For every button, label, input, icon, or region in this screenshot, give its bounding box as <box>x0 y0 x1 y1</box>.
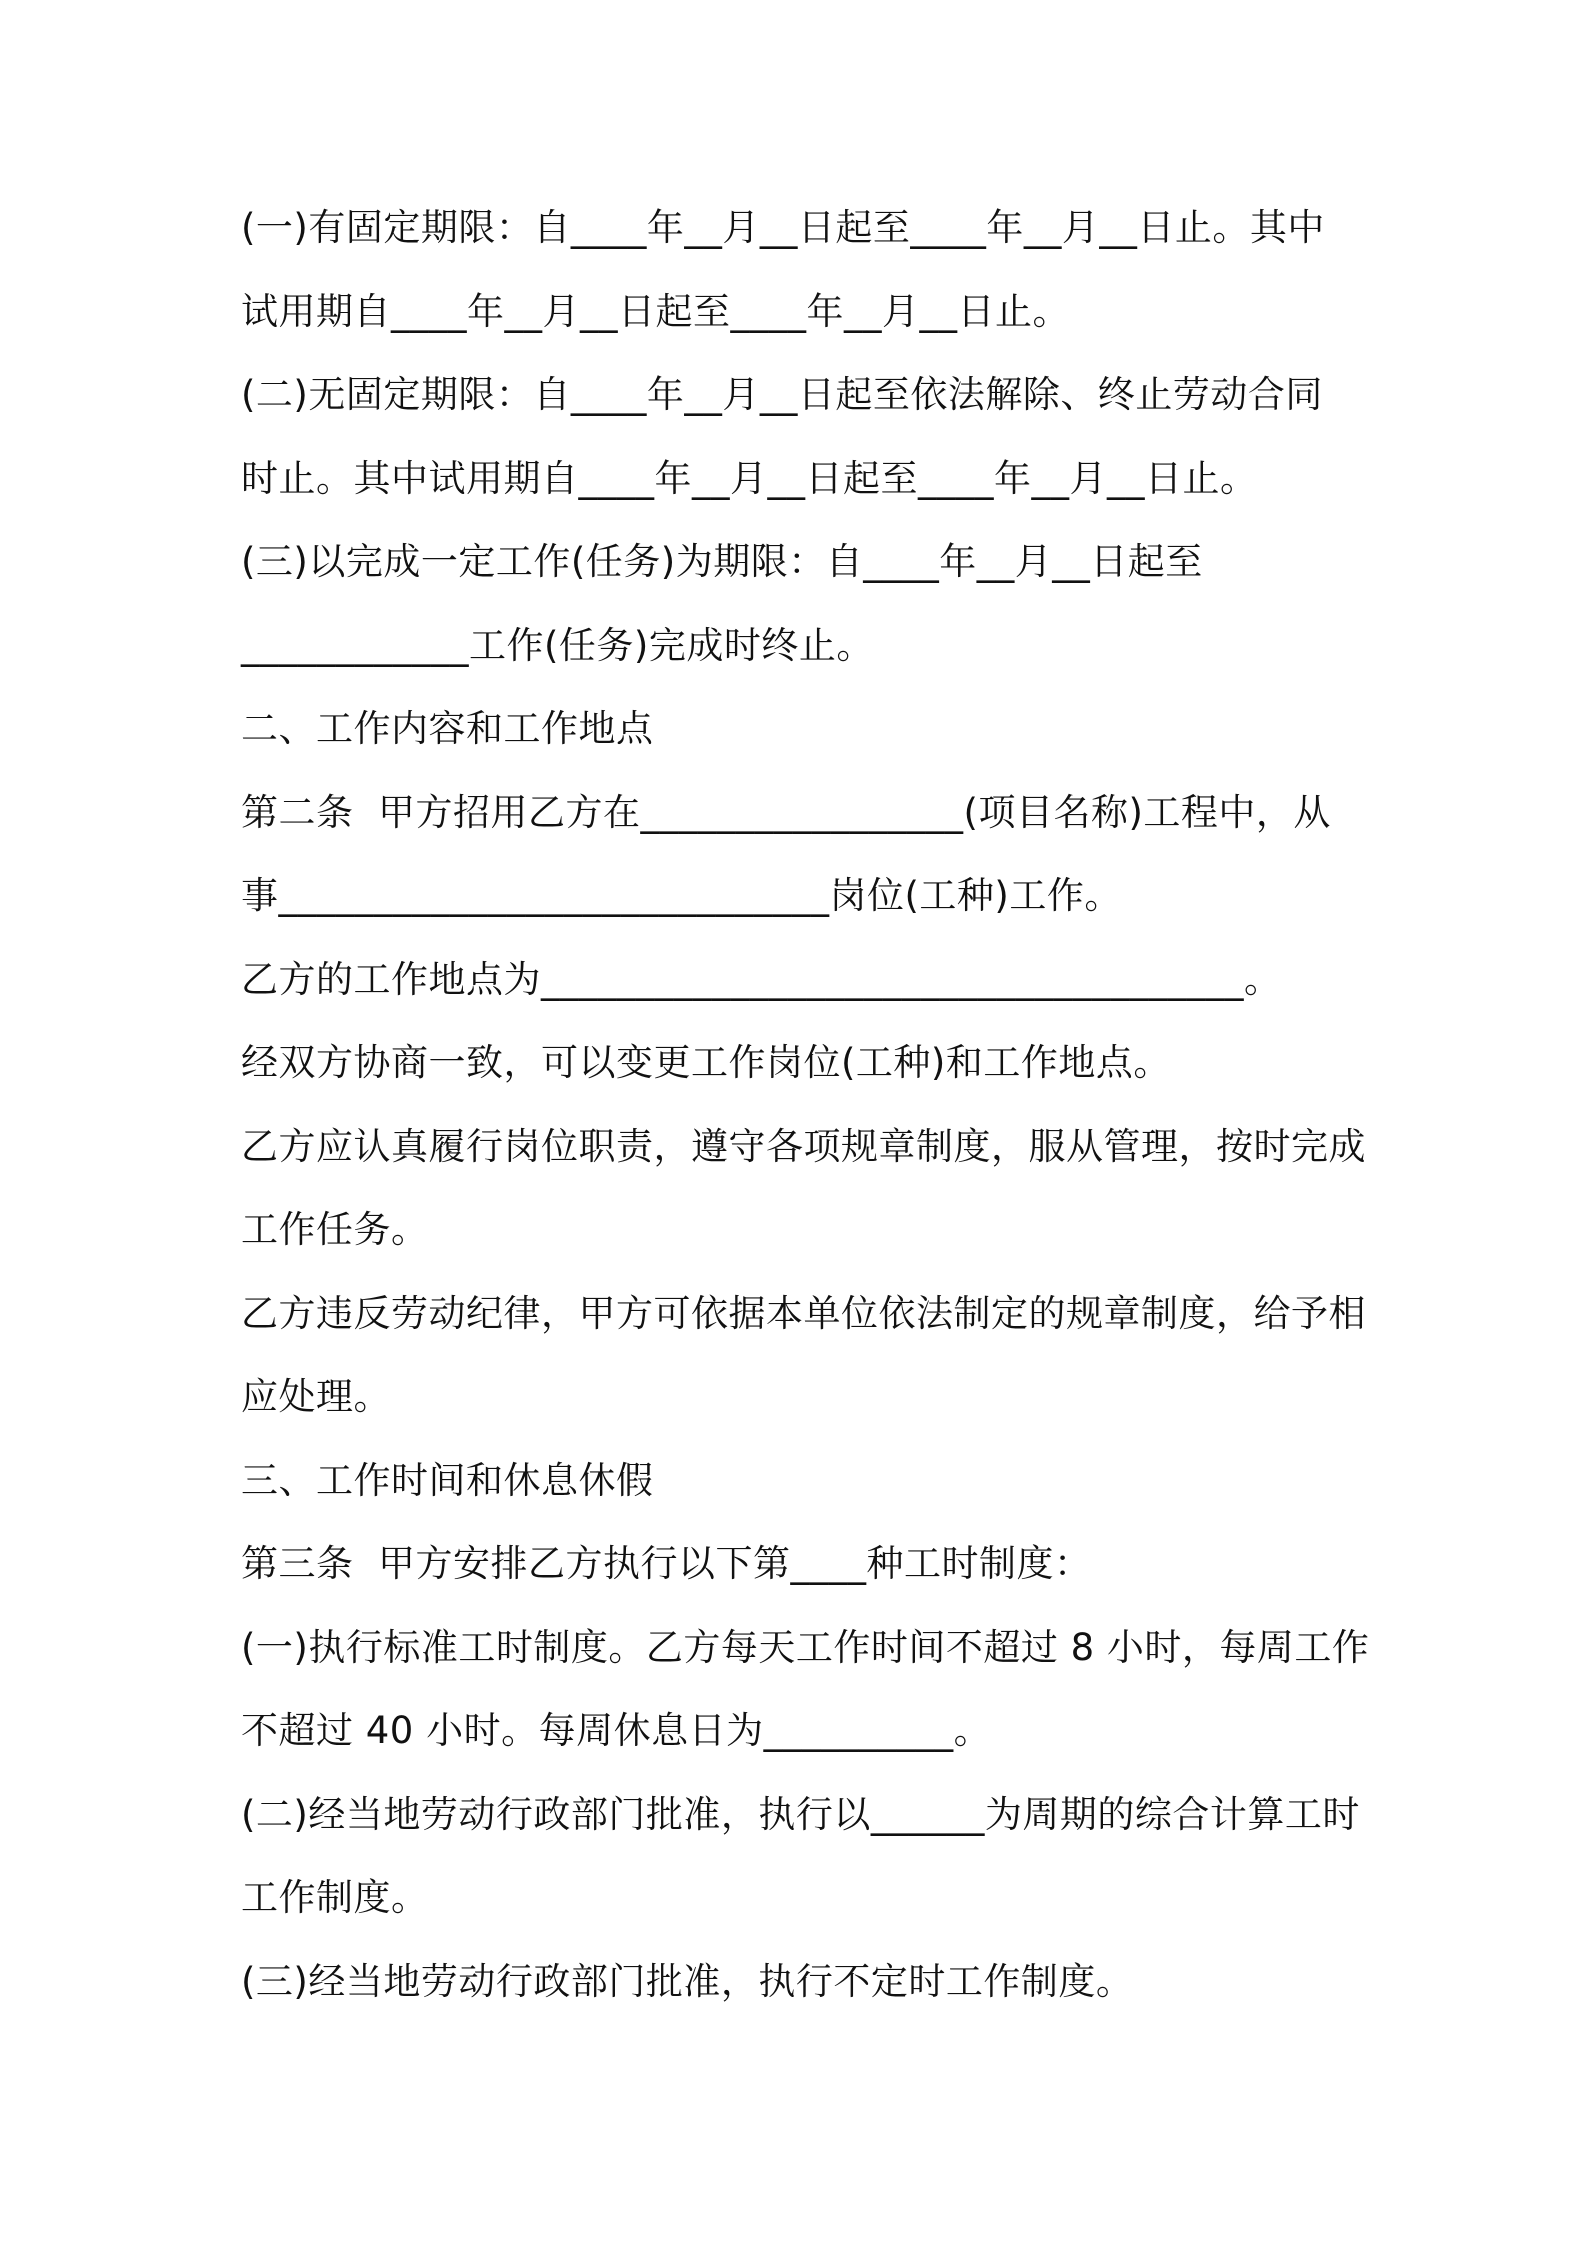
text-line: 工作制度。 <box>241 1876 429 1919</box>
section-heading: 二、工作内容和工作地点 <box>241 707 654 750</box>
text-line: (三)经当地劳动行政部门批准，执行不定时工作制度。 <box>241 1959 1134 2003</box>
text-line: (一)执行标准工时制度。乙方每天工作时间不超过 8 小时，每周工作 <box>241 1625 1370 1669</box>
text-line: 不超过 40 小时。每周休息日为__________。 <box>241 1709 992 1752</box>
text-line: ____________工作(任务)完成时终止。 <box>241 623 874 667</box>
text-line: 乙方的工作地点为_____________________________________。 <box>241 957 1282 1001</box>
text-line: 时止。其中试用期自____年__月__日起至____年__月__日止。 <box>241 456 1258 500</box>
text-line: (二)经当地劳动行政部门批准，执行以______为周期的综合计算工时 <box>241 1792 1360 1836</box>
text-line: (三)以完成一定工作(任务)为期限：自____年__月__日起至 <box>241 540 1203 583</box>
text-line: 第二条 甲方招用乙方在_________________(项目名称)工程中，从 <box>241 790 1331 834</box>
text-line: 第三条 甲方安排乙方执行以下第____种工时制度： <box>241 1542 1092 1585</box>
document-body <box>241 196 1370 2033</box>
text-line: 工作任务。 <box>241 1208 429 1251</box>
text-line: 应处理。 <box>241 1375 391 1418</box>
text-line: (二)无固定期限：自____年__月__日起至依法解除、终止劳动合同 <box>241 373 1323 416</box>
text-line: 试用期自____年__月__日起至____年__月__日止。 <box>241 289 1070 333</box>
text-line: 经双方协商一致，可以变更工作岗位(工种)和工作地点。 <box>241 1041 1171 1084</box>
text-line: (一)有固定期限：自____年__月__日起至____年__月__日止。其中 <box>241 206 1325 249</box>
text-line: 乙方违反劳动纪律，甲方可依据本单位依法制定的规章制度，给予相 <box>241 1291 1366 1335</box>
text-line: 乙方应认真履行岗位职责，遵守各项规章制度，服从管理，按时完成 <box>241 1124 1366 1168</box>
text-line: 事_____________________________岗位(工种)工作。 <box>241 874 1122 917</box>
section-heading: 三、工作时间和休息休假 <box>241 1458 654 1502</box>
